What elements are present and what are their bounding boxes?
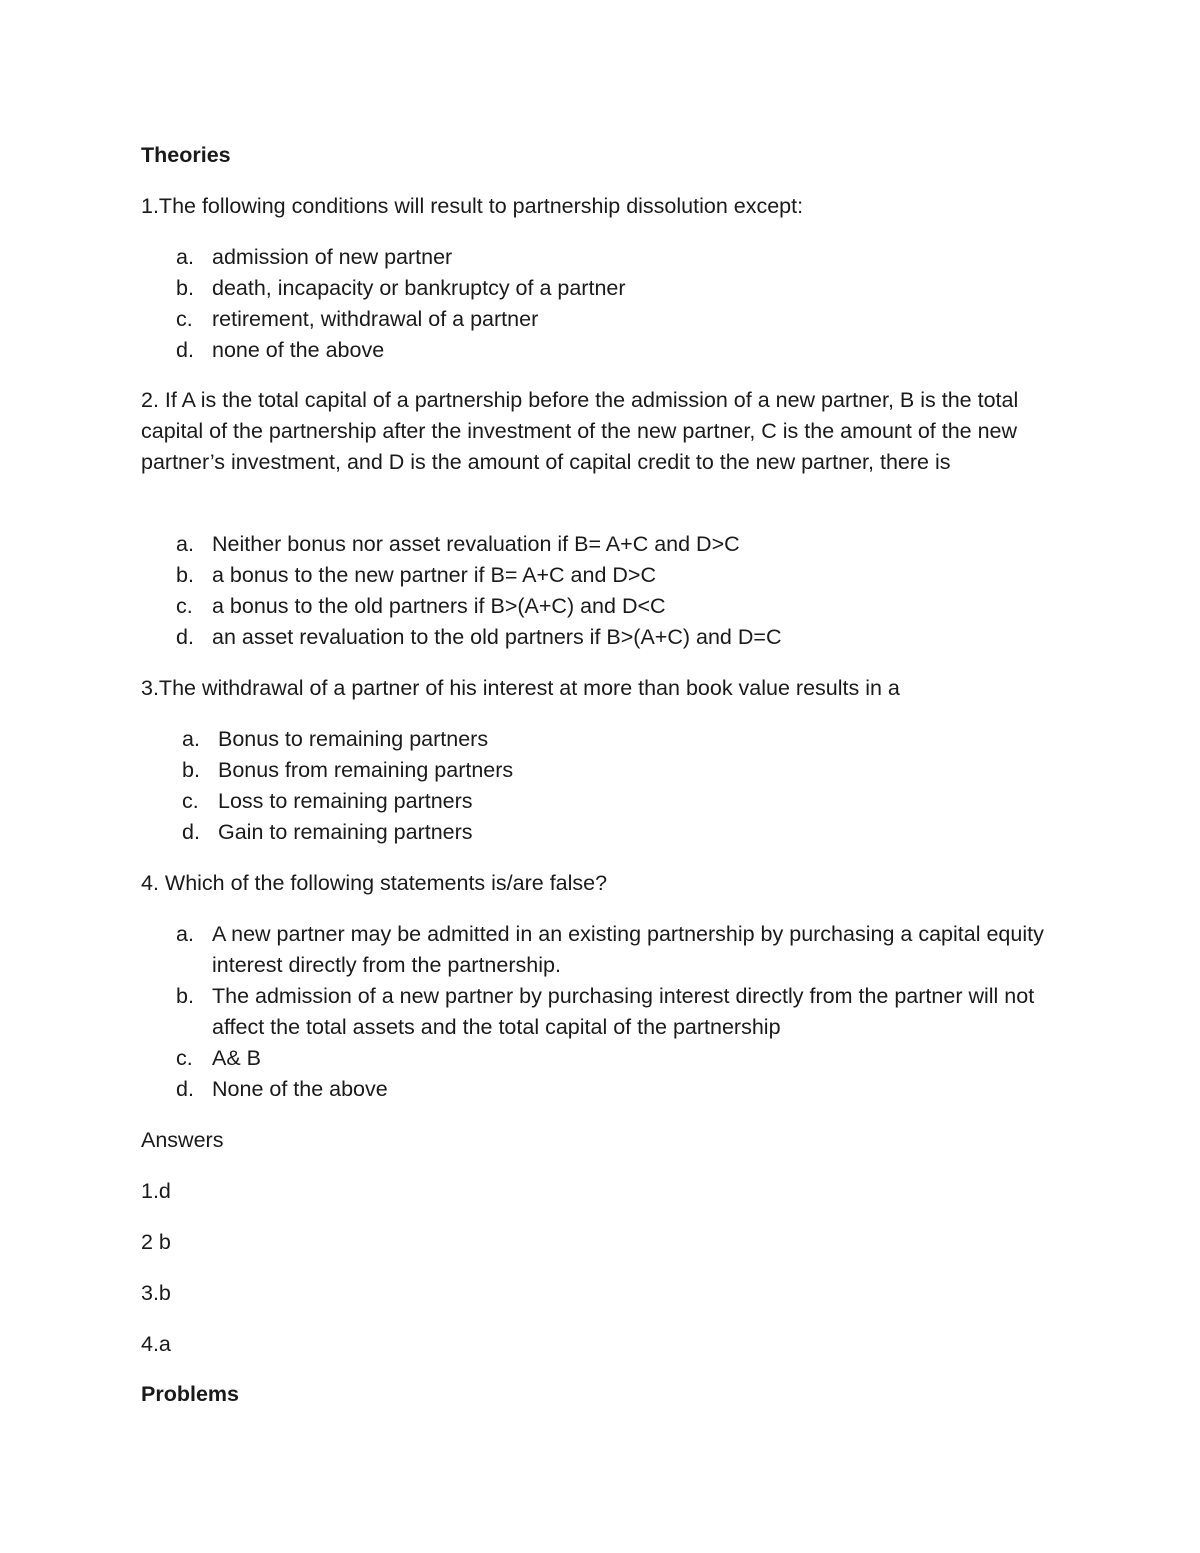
option-letter: a. <box>176 532 194 556</box>
option-item <box>176 560 1056 591</box>
option-item <box>176 1074 1061 1105</box>
option-letter: a. <box>176 245 194 269</box>
option-text: A& B <box>212 1046 261 1070</box>
option-letter: b. <box>182 758 200 782</box>
option-text: a bonus to the new partner if B= A+C and D>C <box>212 563 657 587</box>
option-letter: c. <box>176 1046 193 1070</box>
question-2-options <box>176 529 1056 653</box>
answers-heading: Answers <box>141 1128 224 1152</box>
theories-heading: Theories <box>141 143 231 167</box>
option-letter: c. <box>182 789 199 813</box>
answer-item: 3.b <box>141 1281 171 1305</box>
option-letter: d. <box>182 820 200 844</box>
option-letter: a. <box>176 922 194 946</box>
option-text: a bonus to the old partners if B>(A+C) and D<C <box>212 594 666 618</box>
option-text: retirement, withdrawal of a partner <box>212 307 539 331</box>
option-letter: c. <box>176 594 193 618</box>
option-item <box>176 242 1056 273</box>
option-letter: c. <box>176 307 193 331</box>
option-letter: b. <box>176 276 194 300</box>
question-3-text: 3.The withdrawal of a partner of his interest at more than book value results in a <box>141 676 900 700</box>
question-4-options <box>176 919 1061 1105</box>
option-item <box>176 622 1056 653</box>
option-letter: d. <box>176 625 194 649</box>
problems-heading: Problems <box>141 1382 239 1406</box>
option-text: None of the above <box>212 1077 388 1101</box>
question-2-text: 2. If A is the total capital of a partnership before the admission of a new partner, B is the total capital of the partnership after the investment of the new partner, C is the amount of the new partner’s investment, and D is the amount of capital credit to the new partner, there is <box>141 388 1019 475</box>
option-text: Bonus to remaining partners <box>218 727 489 751</box>
option-letter: d. <box>176 338 194 362</box>
question-1-options <box>176 242 1056 366</box>
question-3-options <box>182 724 1062 848</box>
option-item <box>176 981 1061 1043</box>
question-1-text: 1.The following conditions will result to partnership dissolution except: <box>141 194 804 218</box>
option-text: none of the above <box>212 338 385 362</box>
question-4-text: 4. Which of the following statements is/are false? <box>141 871 608 895</box>
option-letter: d. <box>176 1077 194 1101</box>
option-text: A new partner may be admitted in an existing partnership by purchasing a capital equity interest directly from the partnership. <box>212 922 1044 977</box>
option-text: death, incapacity or bankruptcy of a partner <box>212 276 626 300</box>
option-letter: a. <box>182 727 200 751</box>
answer-item: 4.a <box>141 1332 171 1356</box>
option-letter: b. <box>176 984 194 1008</box>
option-item <box>182 817 1062 848</box>
option-item <box>176 919 1061 981</box>
option-text: Neither bonus nor asset revaluation if B= A+C and D>C <box>212 532 740 556</box>
option-text: Loss to remaining partners <box>218 789 473 813</box>
option-item <box>176 273 1056 304</box>
option-item <box>176 1043 1061 1074</box>
option-item <box>182 755 1062 786</box>
option-text: The admission of a new partner by purchasing interest directly from the partner will not affect the total assets and the total capital of the partnership <box>212 984 1035 1039</box>
option-item <box>182 786 1062 817</box>
option-item <box>176 529 1056 560</box>
option-item <box>182 724 1062 755</box>
option-text: an asset revaluation to the old partners if B>(A+C) and D=C <box>212 625 782 649</box>
option-text: admission of new partner <box>212 245 453 269</box>
option-item <box>176 591 1056 622</box>
option-item <box>176 304 1056 335</box>
option-text: Bonus from remaining partners <box>218 758 514 782</box>
answer-item: 2 b <box>141 1230 171 1254</box>
option-item <box>176 335 1056 366</box>
answer-item: 1.d <box>141 1179 171 1203</box>
option-text: Gain to remaining partners <box>218 820 473 844</box>
option-letter: b. <box>176 563 194 587</box>
